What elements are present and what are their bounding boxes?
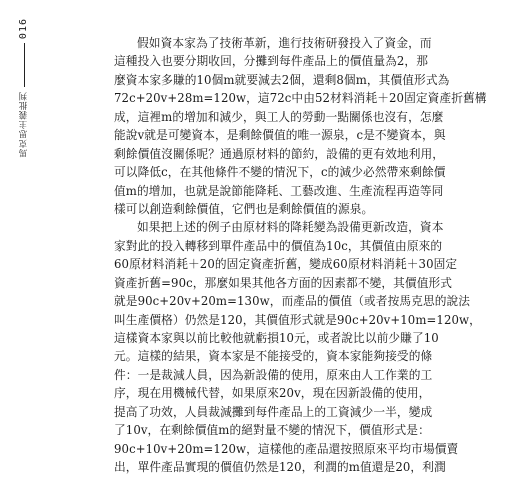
text-line: 家對此的投入轉移到單件產品中的價值為10c，其價值由原來的 xyxy=(114,238,443,253)
page-number: 016 xyxy=(18,18,29,40)
text-line: 序，現在用機械代替，如果原來20v，現在因新設備的使用， xyxy=(114,386,431,401)
text-line: 麼資本家多賺的10個m就要減去2個，還剩8個m，其價值形式為 xyxy=(114,72,450,87)
text-line: 資產折舊=90c，那麼如果其他各方面的因素都不變，其價值形式 xyxy=(114,275,453,290)
text-line: 就是90c+20v+20m=130w，而產品的價值（或者按馬克思的說法 xyxy=(114,294,471,309)
text-line: 剩餘價值沒關係呢？通過原材料的節約，設備的更有效地利用， xyxy=(114,146,445,161)
text-line: 如果把上述的例子由原材料的降耗變為設備更新改造，資本 xyxy=(137,220,444,235)
text-line: 72c+20v+28m=120w，這72c中由52材料消耗＋20固定資產折舊構 xyxy=(114,91,487,106)
text-line: 叫生產價格）仍然是120，其價值形式就是90c+20v+10m=120w， xyxy=(114,312,481,327)
text-line: 件：一是裁減人員，因為新設備的使用，原來由人工作業的工 xyxy=(114,367,433,382)
running-title: 馬克思主義批判 xyxy=(18,91,29,158)
text-line: 可以降低c，在其他條件不變的情況下，c的減少必然帶來剩餘價 xyxy=(114,165,446,180)
text-line: 了10v，在剩餘價值m的絕對量不變的情況下，價值形式是： xyxy=(114,423,430,438)
text-line: 這種投入也要分期收回，分攤到每件產品上的價值量為2，那 xyxy=(114,54,429,69)
paragraph-2 xyxy=(114,218,481,476)
header-rule xyxy=(24,43,25,87)
page-header xyxy=(14,18,34,158)
text-line: 90c+10v+20m=120w，這樣他的產品還按照原來平均市場價賣 xyxy=(114,441,459,456)
text-line: 60原材料消耗＋20的固定資產折舊，變成60原材料消耗＋30固定 xyxy=(114,257,458,272)
paragraph-1 xyxy=(114,34,487,218)
text-line: 出，單件產品實現的價值仍然是120，利潤的m值還是20，利潤 xyxy=(114,460,446,475)
text-line: 假如資本家為了技術革新，進行技術研發投入了資金，而 xyxy=(137,36,432,50)
text-line: 值m的增加，也就是說節能降耗、工藝改進、生產流程再造等同 xyxy=(114,183,444,198)
text-line: 這樣資本家與以前比較他就虧損10元，或者說比以前少賺了10 xyxy=(114,331,439,345)
text-line: 能說v就是可變資本，是剩餘價值的唯一源泉，c是不變資本，與 xyxy=(114,128,446,143)
text-line: 提高了功效，人員裁減攤到每件產品上的工資減少一半，變成 xyxy=(114,404,433,419)
text-line: 成，這裡m的增加和減少，與工人的勞動一點關係也沒有，怎麼 xyxy=(114,109,444,124)
body-text xyxy=(114,34,487,477)
text-line: 樣可以創造剩餘價值，它們也是剩餘價值的源泉。 xyxy=(114,201,374,216)
text-line: 元。這樣的結果，資本家是不能接受的，資本家能夠接受的條 xyxy=(114,349,433,364)
